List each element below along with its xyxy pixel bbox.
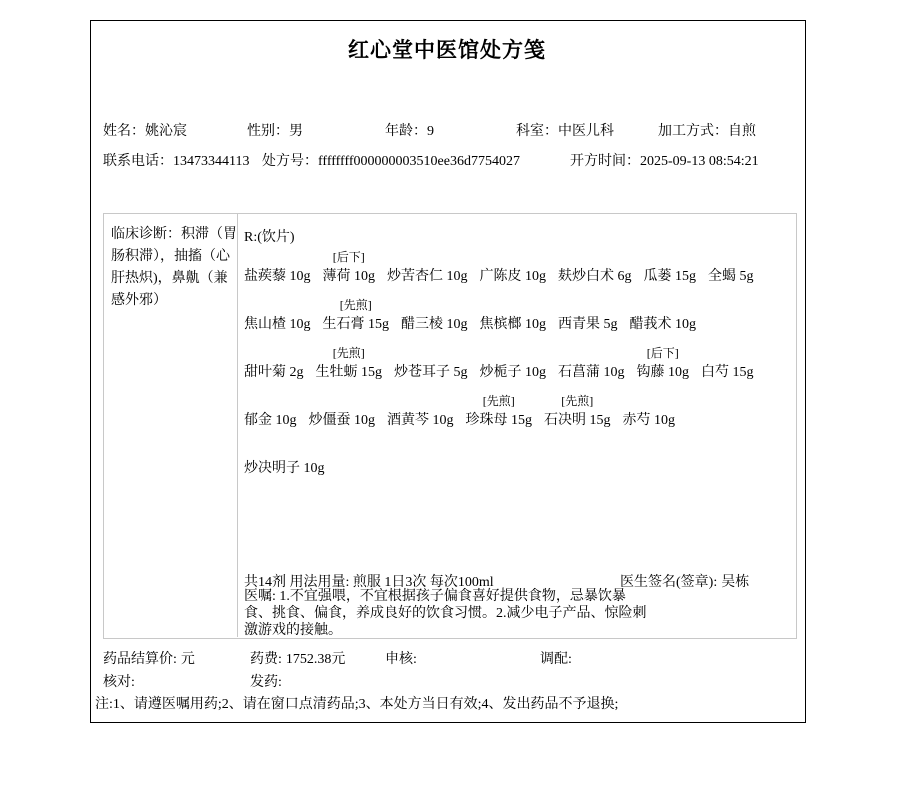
rx-number-label: 处方号： (262, 154, 318, 169)
patient-gender-field (247, 120, 303, 140)
med-decoction-label (558, 344, 625, 361)
med-decoction-label (558, 248, 632, 265)
phone-value: 13473344113 (173, 154, 250, 169)
phone-label: 联系电话： (103, 154, 173, 169)
med-item (701, 344, 754, 380)
settle-price-label: 药品结算价: (103, 652, 177, 667)
med-item (480, 296, 547, 332)
settle-price-field (103, 648, 195, 668)
settle-price-value: 元 (180, 652, 195, 667)
med-item (244, 440, 325, 476)
med-row (244, 248, 792, 284)
med-decoction-label (644, 248, 697, 265)
clinical-diagnosis: 临床诊断：积滞（胃肠积滞），抽搐（心肝热炽)，鼻鼽（兼感外邪） (111, 227, 237, 308)
med-name-qty: 焦山楂 10g (244, 317, 311, 332)
med-name-qty: 甜叶菊 2g (244, 365, 304, 380)
med-name-qty: 广陈皮 10g (479, 269, 546, 284)
fee-field (250, 648, 345, 668)
med-item (387, 248, 468, 284)
med-name-qty: 白芍 15g (701, 365, 754, 380)
check-label: 核对: (103, 675, 135, 690)
med-decoction-label (480, 296, 547, 313)
med-decoction-label: [先煎] (332, 346, 365, 360)
med-decoction-label (244, 440, 325, 457)
issue-field (250, 671, 282, 691)
med-name-qty: 醋三棱 10g (401, 317, 468, 332)
issue-label: 发药: (250, 675, 282, 690)
med-row (244, 440, 792, 476)
processing-method-value: 自煎 (728, 124, 756, 139)
med-decoction-label (244, 248, 311, 265)
med-name-qty: 瓜蒌 15g (643, 269, 696, 284)
med-decoction-label (701, 344, 754, 361)
med-item (623, 392, 676, 428)
dispense-label: 调配: (540, 652, 572, 667)
med-item (323, 248, 376, 284)
med-name-qty: 郁金 10g (244, 413, 297, 428)
med-decoction-label (630, 296, 697, 313)
med-item (708, 248, 754, 284)
med-decoction-label: [先煎] (482, 394, 515, 408)
med-item (244, 296, 311, 332)
med-decoction-label (480, 248, 547, 265)
prescribe-time-label: 开方时间： (570, 154, 640, 169)
phone-field (103, 150, 249, 170)
med-name-qty: 全蝎 5g (708, 269, 754, 284)
med-name-qty: 生牡蛎 15g (315, 365, 382, 380)
patient-gender-value: 男 (289, 124, 303, 139)
rx-number-value: ffffffff000000003510ee36d7754027 (318, 154, 520, 169)
check-field (103, 671, 135, 691)
patient-age-label: 年龄： (385, 124, 427, 139)
med-name-qty: 炒僵蚕 10g (308, 413, 375, 428)
patient-name-value: 姚沁宸 (145, 124, 187, 139)
medicine-rows (244, 248, 792, 488)
med-decoction-label: [后下] (646, 346, 679, 360)
med-name-qty: 西青果 5g (558, 317, 618, 332)
med-decoction-label (309, 392, 376, 409)
med-item (244, 344, 304, 380)
medical-advice-line: 医嘱: 1.不宜强喂，不宜根据孩子偏食喜好提供食物，忌暴饮暴 (244, 589, 626, 604)
medical-advice (244, 588, 647, 639)
med-item (244, 248, 311, 284)
med-name-qty: 石决明 15g (544, 413, 611, 428)
med-item (480, 344, 547, 380)
med-item (394, 344, 468, 380)
med-decoction-label (244, 392, 297, 409)
doctor-signature-value: 吴栋 (721, 575, 750, 590)
rx-number-field (262, 150, 520, 170)
med-name-qty: 炒苍耳子 5g (394, 365, 468, 380)
med-name-qty: 炒栀子 10g (479, 365, 546, 380)
footer-note: 注:1、请遵医嘱用药;2、请在窗口点清药品;3、本处方当日有效;4、发出药品不予退换; (95, 697, 619, 712)
med-decoction-label (244, 344, 304, 361)
audit-field (385, 648, 417, 668)
med-item (630, 296, 697, 332)
patient-name-field (103, 120, 187, 140)
department-label: 科室： (516, 124, 558, 139)
med-name-qty: 炒苦杏仁 10g (387, 269, 468, 284)
processing-method-label: 加工方式： (658, 124, 728, 139)
med-item (401, 296, 468, 332)
med-decoction-label (244, 296, 311, 313)
med-name-qty: 生石膏 15g (322, 317, 389, 332)
med-row (244, 344, 792, 380)
medical-advice-line: 食、挑食、偏食，养成良好的饮食习惯。2.减少电子产品、惊险刺 (244, 606, 647, 621)
med-name-qty: 醋莪术 10g (629, 317, 696, 332)
med-decoction-label: [先煎] (561, 394, 594, 408)
med-decoction-label: [先煎] (339, 298, 372, 312)
med-decoction-label: [后下] (332, 250, 365, 264)
med-item (387, 392, 454, 428)
med-decoction-label (394, 344, 468, 361)
patient-age-field (385, 120, 434, 140)
dispense-field (540, 648, 572, 668)
med-name-qty: 炒决明子 10g (244, 461, 325, 476)
med-name-qty: 酒黄芩 10g (387, 413, 454, 428)
med-row (244, 296, 792, 332)
med-name-qty: 钩藤 10g (636, 365, 689, 380)
med-decoction-label (387, 248, 468, 265)
diagnosis-divider (237, 213, 238, 637)
med-item (323, 296, 390, 332)
audit-label: 申核: (385, 652, 417, 667)
med-name-qty: 赤芍 10g (622, 413, 675, 428)
med-item (544, 392, 611, 428)
med-name-qty: 珍珠母 15g (465, 413, 532, 428)
med-item (637, 344, 690, 380)
rx-header: R:(饮片) (244, 230, 295, 245)
med-item (558, 344, 625, 380)
patient-gender-label: 性别： (247, 124, 289, 139)
prescribe-time-value: 2025-09-13 08:54:21 (640, 154, 759, 169)
med-item (244, 392, 297, 428)
patient-name-label: 姓名： (103, 124, 145, 139)
medical-advice-line: 激游戏的接触。 (244, 623, 342, 638)
med-decoction-label (401, 296, 468, 313)
med-item (558, 248, 632, 284)
med-item (480, 248, 547, 284)
med-decoction-label (708, 248, 754, 265)
med-item (316, 344, 383, 380)
med-item (558, 296, 618, 332)
med-name-qty: 焦槟榔 10g (479, 317, 546, 332)
med-item (644, 248, 697, 284)
med-item (466, 392, 533, 428)
med-name-qty: 石菖蒲 10g (558, 365, 625, 380)
dose-usage-line: 共14剂 用法用量: 煎服 1日3次 每次100ml (244, 575, 494, 590)
patient-age-value: 9 (427, 124, 434, 139)
form-title: 红心堂中医馆处方笺 (348, 38, 546, 62)
department-value: 中医儿科 (558, 124, 614, 139)
med-decoction-label (623, 392, 676, 409)
processing-method-field (658, 120, 756, 140)
fee-value: 1752.38元 (285, 652, 346, 667)
med-item (309, 392, 376, 428)
med-decoction-label (558, 296, 618, 313)
prescribe-time-field (570, 150, 759, 170)
med-name-qty: 麸炒白术 6g (558, 269, 632, 284)
doctor-signature-label: 医生签名(签章): (620, 575, 718, 590)
department-field (516, 120, 614, 140)
med-name-qty: 盐蒺藜 10g (244, 269, 311, 284)
fee-label: 药费: (250, 652, 282, 667)
med-row (244, 392, 792, 428)
med-decoction-label (387, 392, 454, 409)
med-decoction-label (480, 344, 547, 361)
med-name-qty: 薄荷 10g (322, 269, 375, 284)
